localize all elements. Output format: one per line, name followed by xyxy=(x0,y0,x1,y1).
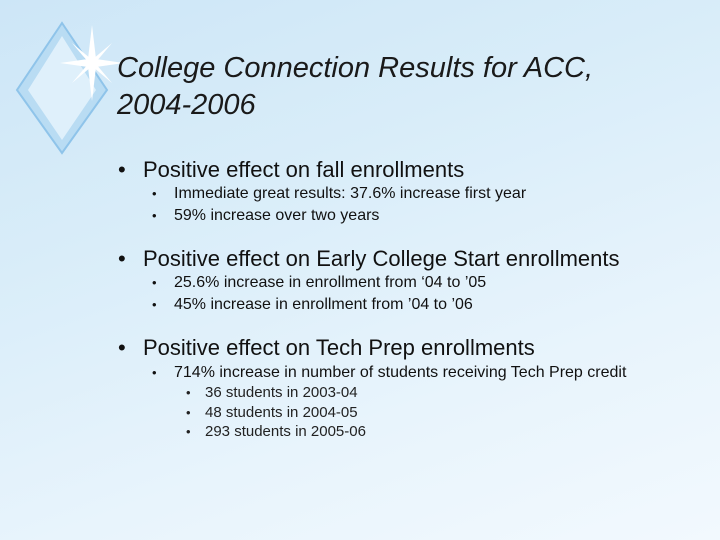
title-line-1: College Connection Results for ACC, xyxy=(117,52,594,84)
bullet-text: Positive effect on fall enrollments xyxy=(143,157,465,182)
sub-sub-bullet-text: 36 students in 2003-04 xyxy=(205,384,358,401)
bullet-glyph: • xyxy=(186,385,191,400)
sub-sub-bullet-text: 48 students in 2004-05 xyxy=(205,404,358,421)
bullet-glyph: • xyxy=(152,275,157,290)
slide-title xyxy=(117,50,707,124)
bullet-glyph: • xyxy=(118,157,126,182)
bullet-glyph: • xyxy=(118,335,126,360)
sub-bullet xyxy=(152,185,526,203)
diamond-sparkle-logo xyxy=(12,18,122,158)
sub-bullet xyxy=(152,274,486,292)
sub-bullet xyxy=(152,296,473,314)
title-line-2: 2004-2006 xyxy=(117,89,256,121)
bullet-glyph: • xyxy=(152,365,157,380)
sub-sub-bullet xyxy=(186,384,358,401)
sub-bullet-text: 25.6% increase in enrollment from ‘04 to ’05 xyxy=(174,274,487,291)
bullet-early-college-start xyxy=(118,246,620,272)
bullet-glyph: • xyxy=(152,186,157,201)
sub-bullet xyxy=(152,207,379,225)
bullet-glyph: • xyxy=(118,246,126,271)
sub-bullet-text: 45% increase in enrollment from ’04 to ’06 xyxy=(174,296,473,313)
sub-sub-bullet xyxy=(186,423,366,440)
sub-bullet-text: 714% increase in number of students receiving Tech Prep credit xyxy=(174,364,627,381)
sub-sub-bullet-text: 293 students in 2005-06 xyxy=(205,423,366,440)
sub-bullet-text: Immediate great results: 37.6% increase first year xyxy=(174,185,527,202)
bullet-glyph: • xyxy=(152,208,157,223)
sub-bullet-text: 59% increase over two years xyxy=(174,207,380,224)
sub-sub-bullet xyxy=(186,404,358,421)
bullet-glyph: • xyxy=(186,424,191,439)
bullet-tech-prep xyxy=(118,335,535,361)
bullet-fall-enrollments xyxy=(118,157,464,183)
sub-bullet xyxy=(152,364,626,382)
bullet-text: Positive effect on Tech Prep enrollments xyxy=(143,335,535,360)
bullet-text: Positive effect on Early College Start enrollments xyxy=(143,246,620,271)
bullet-glyph: • xyxy=(152,297,157,312)
bullet-glyph: • xyxy=(186,405,191,420)
